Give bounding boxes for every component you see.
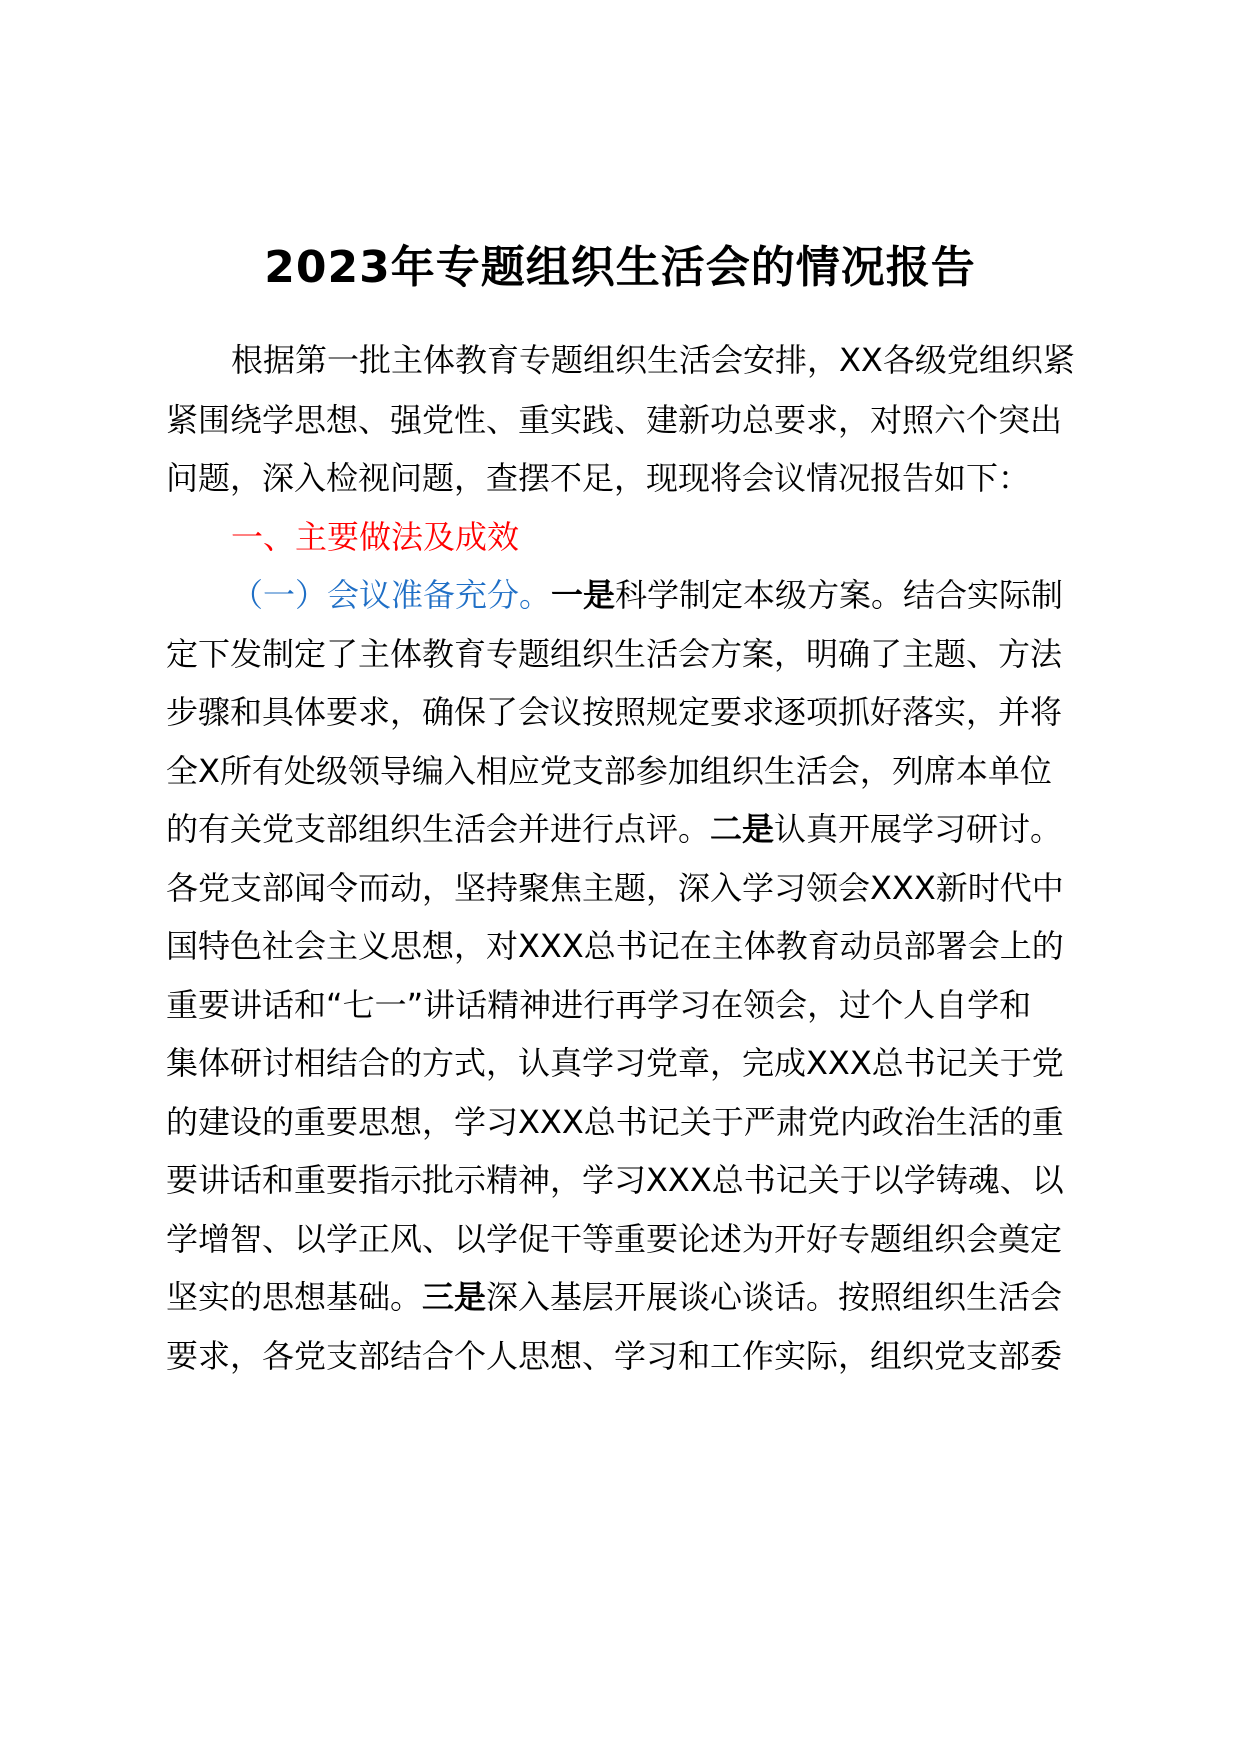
paragraph-line: 国特色社会主义思想，对XXX总书记在主体教育动员部署会上的	[166, 927, 1064, 965]
paragraph-line	[166, 807, 1106, 851]
paragraph-text: 坚实的思想基础。	[166, 1278, 423, 1316]
intro-line-3: 问题，深入检视问题，查摆不足，现现将会议情况报告如下：	[166, 459, 1031, 497]
intro-line-1: 根据第一批主体教育专题组织生活会安排，XX各级党组织紧	[231, 341, 1075, 379]
item-marker-1: 一是	[551, 576, 616, 614]
item-marker-3: 三是	[422, 1278, 487, 1316]
paragraph-line: 重要讲话和“七一”讲话精神进行再学习在领会，过个人自学和	[166, 986, 1032, 1024]
subsection-heading-1: （一）会议准备充分。	[231, 576, 552, 614]
paragraph-line: 要求，各党支部结合个人思想、学习和工作实际，组织党支部委	[166, 1337, 1063, 1375]
paragraph-line: 全X所有处级领导编入相应党支部参加组织生活会，列席本单位	[166, 752, 1052, 790]
paragraph-line: 定下发制定了主体教育专题组织生活会方案，明确了主题、方法	[166, 635, 1063, 673]
paragraph-line: 集体研讨相结合的方式，认真学习党章，完成XXX总书记关于党	[166, 1044, 1064, 1082]
paragraph-line	[231, 573, 1171, 617]
paragraph-line: 要讲话和重要指示批示精神，学习XXX总书记关于以学铸魂、以	[166, 1161, 1064, 1199]
paragraph-line: 的建设的重要思想，学习XXX总书记关于严肃党内政治生活的重	[166, 1103, 1064, 1141]
item-marker-2: 二是	[710, 810, 775, 848]
intro-line-2: 紧围绕学思想、强党性、重实践、建新功总要求，对照六个突出	[166, 401, 1063, 439]
paragraph-line: 各党支部闻令而动，坚持聚焦主题，深入学习领会XXX新时代中	[166, 869, 1064, 907]
paragraph-line: 学增智、以学正风、以学促干等重要论述为开好专题组织会奠定	[166, 1220, 1063, 1258]
paragraph-text: 科学制定本级方案。结合实际制	[615, 576, 1064, 614]
paragraph-text: 认真开展学习研讨。	[774, 810, 1063, 848]
paragraph-line: 步骤和具体要求，确保了会议按照规定要求逐项抓好落实，并将	[166, 693, 1063, 731]
paragraph-text: 的有关党支部组织生活会并进行点评。	[166, 810, 711, 848]
section-heading-1: 一、主要做法及成效	[231, 518, 520, 556]
paragraph-text: 深入基层开展谈心谈话。按照组织生活会	[486, 1278, 1063, 1316]
paragraph-line	[166, 1275, 1106, 1319]
document-title: 2023年专题组织生活会的情况报告	[264, 242, 976, 293]
